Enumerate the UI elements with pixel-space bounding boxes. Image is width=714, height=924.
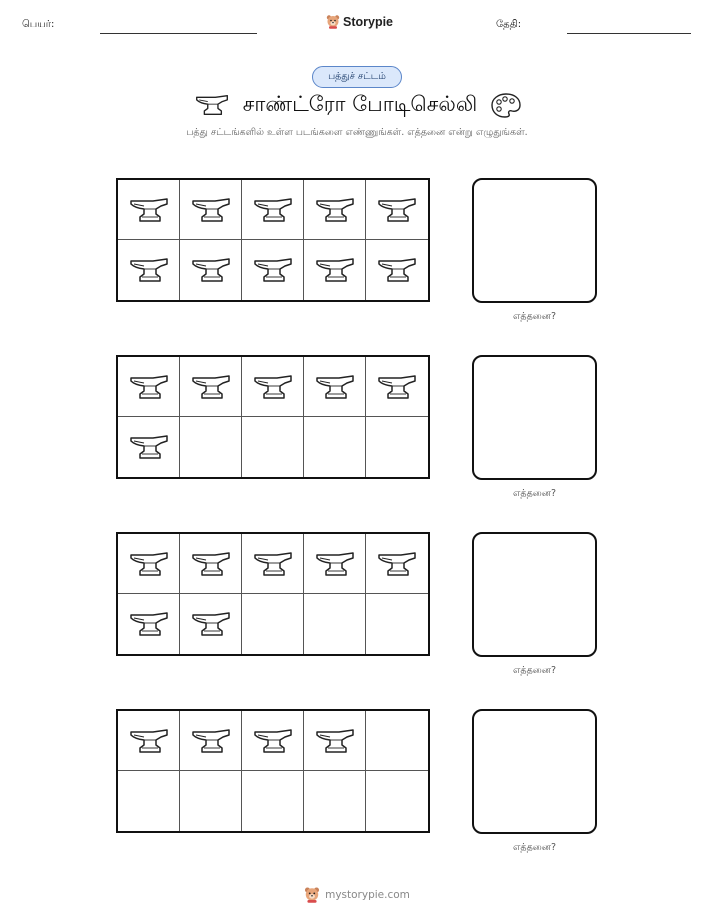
anvil-icon xyxy=(191,372,231,402)
answer-label: எத்தனை? xyxy=(512,842,557,853)
anvil-icon xyxy=(129,609,169,639)
ten-frame-cell xyxy=(180,534,242,594)
ten-frame-cell xyxy=(366,240,428,300)
title-text: சாண்ட்ரோ போடிசெல்லி xyxy=(242,91,478,116)
ten-frame-cell xyxy=(304,594,366,654)
ten-frame-cell xyxy=(366,594,428,654)
name-line xyxy=(100,33,257,34)
ten-frame xyxy=(116,355,430,479)
ten-frame xyxy=(116,178,430,302)
ten-frame-cell xyxy=(242,240,304,300)
palette-icon xyxy=(491,92,521,118)
anvil-icon xyxy=(191,255,231,285)
ten-frame-cell xyxy=(180,711,242,771)
answer-box[interactable] xyxy=(472,178,597,303)
bear-logo-icon xyxy=(326,14,340,29)
anvil-icon xyxy=(253,372,293,402)
anvil-icon xyxy=(315,726,355,756)
anvil-icon xyxy=(377,195,417,225)
answer-label: எத்தனை? xyxy=(512,665,557,676)
ten-frame-cell xyxy=(366,180,428,240)
ten-frame-cell xyxy=(118,180,180,240)
date-label: தேதி: xyxy=(496,19,522,30)
ten-frame-cell xyxy=(118,594,180,654)
answer-label: எத்தனை? xyxy=(512,488,557,499)
answer-label: எத்தனை? xyxy=(512,311,557,322)
ten-frame-cell xyxy=(180,417,242,477)
ten-frame-cell xyxy=(118,417,180,477)
ten-frame-cell xyxy=(366,534,428,594)
answer-box[interactable] xyxy=(472,532,597,657)
anvil-icon xyxy=(253,195,293,225)
anvil-icon xyxy=(129,372,169,402)
ten-frame-cell xyxy=(242,771,304,831)
ten-frame-cell xyxy=(242,357,304,417)
ten-frame-cell xyxy=(366,771,428,831)
page-title xyxy=(178,88,538,122)
anvil-icon xyxy=(195,92,229,118)
ten-frame-cell xyxy=(180,180,242,240)
ten-frame-cell xyxy=(366,357,428,417)
answer-box[interactable] xyxy=(472,355,597,480)
ten-frame-cell xyxy=(242,711,304,771)
anvil-icon xyxy=(129,195,169,225)
ten-frame-cell xyxy=(118,240,180,300)
ten-frame-cell xyxy=(242,180,304,240)
date-line xyxy=(567,33,691,34)
ten-frame-cell xyxy=(180,240,242,300)
ten-frame-cell xyxy=(304,417,366,477)
ten-frame-cell xyxy=(242,594,304,654)
anvil-icon xyxy=(191,195,231,225)
ten-frame-cell xyxy=(118,771,180,831)
footer xyxy=(0,886,714,903)
ten-frame-cell xyxy=(304,711,366,771)
anvil-icon xyxy=(129,432,169,462)
brand-logo xyxy=(326,14,393,29)
ten-frame-cell xyxy=(118,711,180,771)
anvil-icon xyxy=(129,255,169,285)
ten-frame-cell xyxy=(242,417,304,477)
name-label: பெயர்: xyxy=(22,19,55,30)
ten-frame xyxy=(116,709,430,833)
ten-frame-cell xyxy=(366,711,428,771)
ten-frame-cell xyxy=(118,534,180,594)
ten-frame-cell xyxy=(180,357,242,417)
anvil-icon xyxy=(315,549,355,579)
ten-frame-cell xyxy=(304,534,366,594)
anvil-icon xyxy=(129,549,169,579)
anvil-icon xyxy=(191,726,231,756)
worksheet-type-badge: பத்துச் சட்டம் xyxy=(312,66,402,88)
ten-frame-cell xyxy=(242,534,304,594)
anvil-icon xyxy=(377,549,417,579)
anvil-icon xyxy=(129,726,169,756)
bear-logo-icon xyxy=(304,886,320,903)
anvil-icon xyxy=(253,726,293,756)
ten-frame-cell xyxy=(118,357,180,417)
ten-frame-cell xyxy=(304,771,366,831)
anvil-icon xyxy=(315,195,355,225)
anvil-icon xyxy=(315,372,355,402)
ten-frame-cell xyxy=(304,240,366,300)
ten-frame-cell xyxy=(180,594,242,654)
brand-name: Storypie xyxy=(343,14,394,29)
ten-frame xyxy=(116,532,430,656)
ten-frame-cell xyxy=(304,357,366,417)
anvil-icon xyxy=(315,255,355,285)
ten-frame-cell xyxy=(180,771,242,831)
ten-frame-cell xyxy=(304,180,366,240)
anvil-icon xyxy=(253,549,293,579)
ten-frame-cell xyxy=(366,417,428,477)
instructions: பத்து சட்டங்களில் உள்ள படங்களை எண்ணுங்கள். எத்தனை என்று எழுதுங்கள். xyxy=(186,127,528,138)
answer-box[interactable] xyxy=(472,709,597,834)
anvil-icon xyxy=(253,255,293,285)
footer-url[interactable]: mystorypie.com xyxy=(325,888,410,901)
anvil-icon xyxy=(191,609,231,639)
anvil-icon xyxy=(191,549,231,579)
anvil-icon xyxy=(377,372,417,402)
anvil-icon xyxy=(377,255,417,285)
